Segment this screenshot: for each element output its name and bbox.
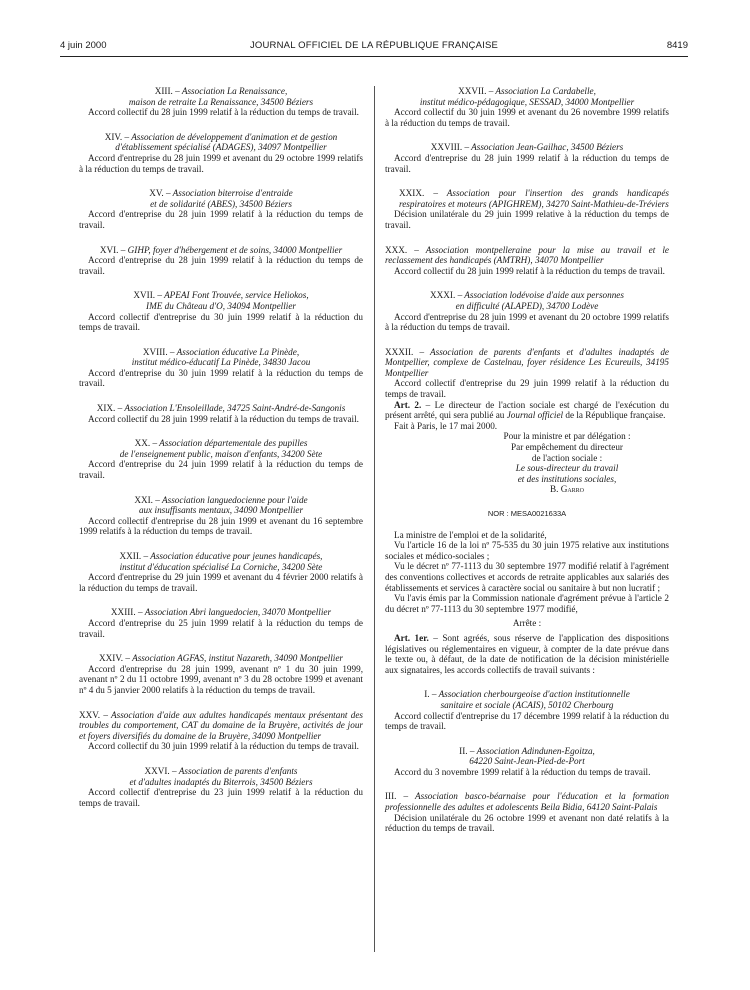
section-xxii: XXII. – Association éducative pour jeunes handicapés, institut d'éducation spécialisé La Corniche, 34200 Sète Accord d'entreprise du 29 juin 1999 et avenant du 4 février 2000 relatifs à la réduction du temps de travail.: [79, 551, 363, 593]
signature-line-2: Par empêchement du directeur: [511, 442, 623, 453]
section-xiv: XIV. – Association de développement d'animation et de gestion d'établissement spécialisé (ADAGES), 34097 Montpellier Accord d'entreprise du 28 juin 1999 et avenant du 29 octobre 1999 relatifs à la réduction du temps de travail.: [79, 131, 363, 174]
left-column: [79, 86, 363, 808]
section-xvii: XVII. – APEAI Font Trouvée, service Heliokos, IME du Château d'O, 34094 Montpellier Accord collectif d'entreprise du 30 juin 1999 relatif à la réduction du temps de travail.: [79, 290, 363, 333]
preamble-vu-2: Vu le décret nº 77-1113 du 30 septembre 1977 modifié relatif à l'agrément des conventions collectives et accords de retraite applicables aux salariés des établissements et services à caractère social ou sanitaire à but non lucratif ;: [385, 561, 669, 593]
section-xxvii: XXVII. – Association La Cardabelle, institut médico-pédagogique, SESSAD, 34000 Montpellier Accord collectif du 30 juin 1999 et avenant du 26 novembre 1999 relatifs à la réduction du temps de travail.: [385, 86, 669, 128]
article-1: Art. 1er. – Sont agréés, sous réserve de l'application des dispositions législatives ou réglementaires en vigueur, à compter de la date prévue dans le texte ou, à défaut, de la date de notification de la décision ministérielle aux signataires, les accords collectifs de travail suivants :: [385, 632, 670, 675]
section-xix: XIX. – Association L'Ensoleillade, 34725 Saint-André-de-Sangonis Accord collectif du 28 juin 1999 relatif à la réduction du temps de travail.: [88, 403, 359, 424]
section-xxx: XXX. – Association montpelleraine pour la mise au travail et le reclassement des handicapés (AMTRH), 34070 Montpellier Accord collectif du 28 juin 1999 relatif à la réduction du temps de travail.: [385, 244, 670, 276]
signature-line-3: de l'action sociale :: [531, 452, 603, 463]
header-date: 4 juin 2000: [60, 40, 107, 51]
signature-line-4: Le sous-directeur du travail: [515, 463, 619, 474]
header-rule: [60, 56, 688, 57]
header-page-number: 8419: [666, 40, 688, 51]
nor-reference: NOR : MESA0021633A: [487, 509, 567, 518]
preamble-minister: La ministre de l'emploi et de la solidarité,: [394, 529, 547, 540]
column-divider: [374, 86, 375, 952]
section-r-i: I. – Association cherbourgeoise d'action institutionnelle sanitaire et sociale (ACAIS), 50102 Cherbourg Accord collectif d'entreprise du 17 décembre 1999 relatif à la réduction du temps de travail.: [385, 689, 669, 732]
arrete: Arrête :: [512, 618, 542, 629]
signatory-name: B. Garro: [549, 484, 585, 495]
section-xxviii: XXVIII. – Association Jean-Gailhac, 34500 Béziers Accord d'entreprise du 28 juin 1999 relatif à la réduction du temps de travail.: [385, 142, 669, 174]
page-header: [60, 40, 688, 54]
section-xxi: XXI. – Association languedocienne pour l'aide aux insuffisants mentaux, 34090 Montpellier Accord collectif d'entreprise du 28 juin 1999 et avenant du 16 septembre 1999 relatifs à la réduction du temps de travail.: [79, 494, 363, 537]
section-xiii: XIII. – Association La Renaissance, maison de retraite La Renaissance, 34500 Béziers Accord collectif du 28 juin 1999 relatif à la réduction du temps de travail.: [88, 86, 359, 118]
article-2: Art. 2. – Le directeur de l'action sociale est chargé de l'exécution du présent arrêté, qui sera publié au Journal officiel de la République française.: [385, 399, 670, 421]
preamble-vu-1: Vu l'article 16 de la loi nº 75-535 du 30 juin 1975 relative aux institutions sociales et médico-sociales ;: [385, 540, 669, 561]
preamble-vu-3: Vu l'avis émis par la Commission nationale d'agrément prévue à l'article 2 du décret nº 77-1113 du 30 septembre 1977 modifié,: [385, 593, 669, 614]
section-xxxi: XXXI. – Association lodévoise d'aide aux personnes en difficulté (ALAPED), 34700 Lodève Accord d'entreprise du 28 juin 1999 et avenant du 20 octobre 1999 relatifs à la réduction du temps de travail.: [385, 290, 669, 333]
section-xxiv: XXIV. – Association AGFAS, institut Nazareth, 34090 Montpellier Accord d'entreprise du 28 juin 1999, avenant nº 1 du 30 juin 1999, avenant nº 2 du 11 octobre 1999, avenant nº 3 du 28 octobre 1999 et avenant nº 4 du 5 janvier 2000 relatifs à la réduction du temps de travail.: [79, 653, 363, 695]
signature-line-5: et des institutions sociales,: [517, 473, 617, 484]
section-xxv: XXV. – Association d'aide aux adultes handicapés mentaux présentant des troubles du comportement, CAT du domaine de la Bruyère, activités de jour et foyers diversifiés du domaine de la Bruyère, 34090 Montpellier Accord collectif du 30 juin 1999 relatif à la réduction du temps de travail.: [79, 709, 363, 752]
section-r-iii: III. – Association basco-béarnaise pour l'éducation et la formation professionnelle des adultes et adolescents Beila Bidia, 64120 Saint-Palais Décision unilatérale du 26 octobre 1999 et avenant non daté relatifs à la réduction du temps de travail.: [385, 791, 669, 834]
section-xxxii: XXXII. – Association de parents d'enfants et d'adultes inadaptés de Montpellier, complexe de Castelnau, foyer résidence Les Ecureuils, 34195 Montpellier Accord collectif d'entreprise du 29 juin 1999 relatif à la réduction du temps de travail.: [385, 346, 669, 400]
section-xvi: XVI. – GIHP, foyer d'hébergement et de soins, 34000 Montpellier Accord d'entreprise du 28 juin 1999 relatif à la réduction du temps de travail.: [79, 244, 363, 276]
header-title: JOURNAL OFFICIEL DE LA RÉPUBLIQUE FRANÇAISE: [249, 40, 499, 51]
section-xxvi: XXVI. – Association de parents d'enfants et d'adultes inadaptés du Biterrois, 34500 Béziers Accord collectif d'entreprise du 23 juin 1999 relatif à la réduction du temps de travail.: [79, 765, 363, 808]
right-column: [385, 86, 669, 834]
fait-a-paris: Fait à Paris, le 17 mai 2000.: [394, 420, 498, 431]
section-r-ii: II. – Association Adindunen-Egoitza, 64220 Saint-Jean-Pied-de-Port Accord du 3 novembre 1999 relatif à la réduction du temps de travail.: [394, 745, 651, 777]
section-xxiii: XXIII. – Association Abri languedocien, 34070 Montpellier Accord d'entreprise du 25 juin 1999 relatif à la réduction du temps de travail.: [79, 607, 363, 639]
section-xx: XX. – Association départementale des pupilles de l'enseignement public, maison d'enfants, 34200 Sète Accord d'entreprise du 24 juin 1999 relatif à la réduction du temps de travail.: [79, 438, 363, 481]
section-xv: XV. – Association biterroise d'entraide et de solidarité (ABES), 34500 Béziers Accord d'entreprise du 28 juin 1999 relatif à la réduction du temps de travail.: [79, 188, 363, 230]
section-xviii: XVIII. – Association éducative La Pinède, institut médico-éducatif La Pinède, 34830 Jacou Accord d'entreprise du 30 juin 1999 relatif à la réduction du temps de travail.: [79, 346, 363, 389]
signature-line-1: Pour la ministre et par délégation :: [503, 431, 631, 442]
section-xxix: XXIX. – Association pour l'insertion des grands handicapés respiratoires et moteurs (APIGHREM), 34270 Saint-Mathieu-de-Tréviers Décision unilatérale du 29 juin 1999 relative à la réduction du temps de travail.: [385, 188, 670, 230]
